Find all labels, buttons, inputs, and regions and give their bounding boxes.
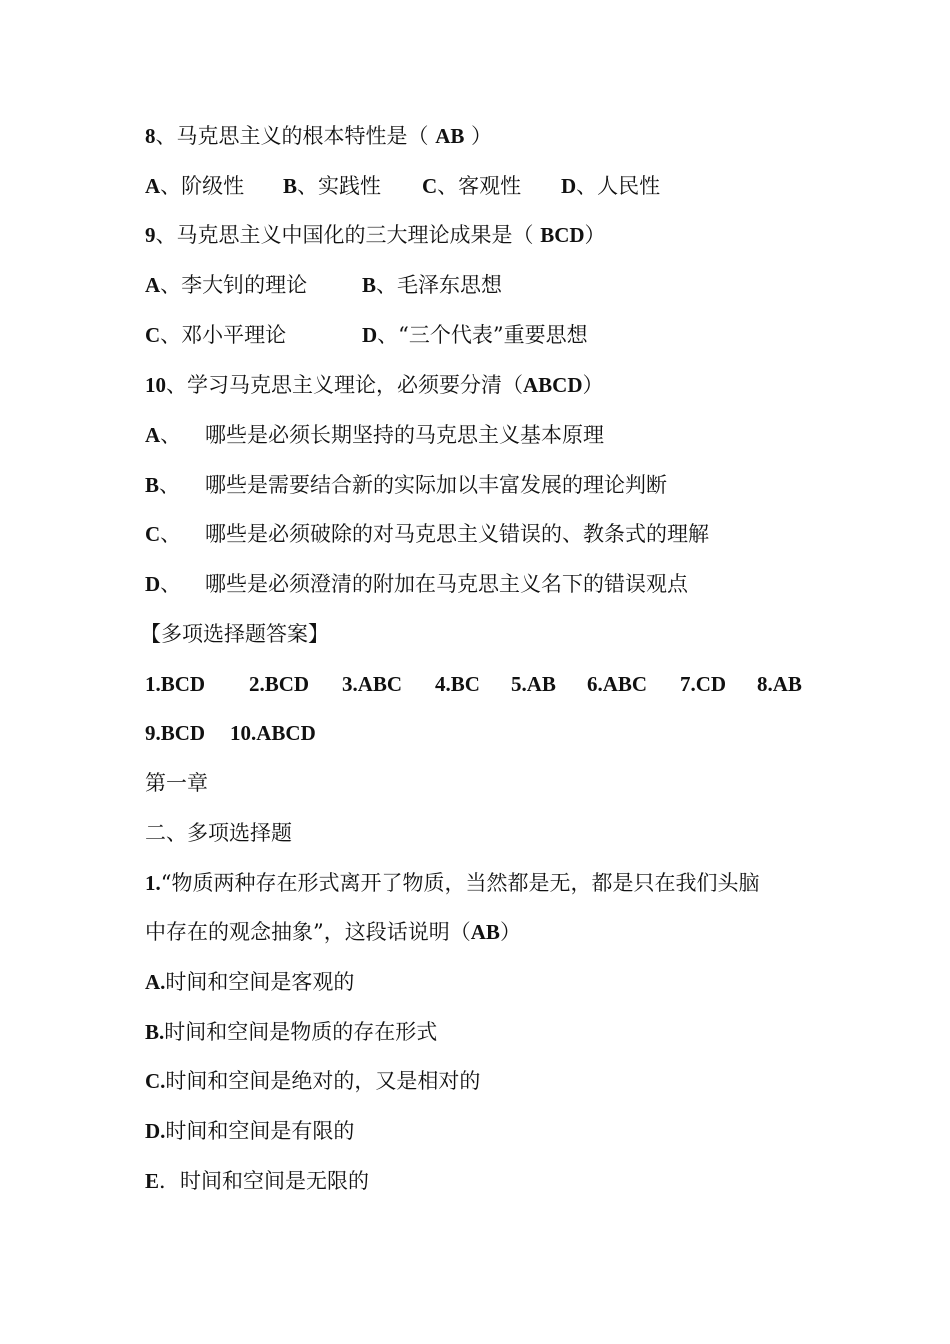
question-1-option-c (145, 1064, 480, 1098)
option-text: 哪些是需要结合新的实际加以丰富发展的理论判断 (205, 473, 667, 497)
option-letter: C (422, 174, 438, 198)
option-text: 、实践性 (297, 174, 382, 198)
option-a (145, 169, 244, 203)
chapter-title: 第一章 (145, 771, 208, 795)
question-9-options-row1 (145, 268, 845, 302)
question-close: ） (582, 373, 604, 397)
question-10-option-c (145, 517, 845, 551)
option-text: 、李大钊的理论 (160, 273, 308, 297)
option-text: 、“三个代表”重要思想 (377, 323, 588, 347)
option-sep: 、 (159, 473, 181, 497)
question-number: 8 (145, 124, 156, 148)
option-letter: A (145, 273, 161, 297)
answers-row-1 (145, 667, 845, 701)
option-letter: A (145, 423, 161, 447)
question-8 (145, 119, 492, 153)
option-c (145, 318, 286, 352)
option-sep: 、 (160, 423, 182, 447)
option-letter: B (283, 174, 298, 198)
question-close: ） (464, 124, 493, 148)
question-1-option-d (145, 1114, 354, 1148)
option-text: 、邓小平理论 (160, 323, 287, 347)
question-answer: BCD (540, 223, 585, 247)
answer-item: 2.BCD (249, 672, 310, 696)
answer-item: 8.AB (757, 672, 802, 696)
question-text: 、马克思主义中国化的三大理论成果是（ (155, 223, 541, 247)
option-d (561, 169, 660, 203)
option-letter: A. (145, 970, 166, 994)
option-sep: 、 (160, 522, 182, 546)
option-text: 哪些是必须澄清的附加在马克思主义名下的错误观点 (205, 572, 688, 596)
question-close: ） (584, 223, 606, 247)
question-close: ） (499, 920, 521, 944)
question-10-option-b (145, 468, 845, 502)
option-b (283, 169, 381, 203)
option-letter: C (145, 522, 161, 546)
question-text: “物质两种存在形式离开了物质，当然都是无，都是只在我们头脑 (160, 871, 760, 895)
option-text: 哪些是必须长期坚持的马克思主义基本原理 (205, 423, 604, 447)
option-letter: B (362, 273, 377, 297)
option-text: 、人民性 (576, 174, 661, 198)
answer-item: 10.ABCD (230, 721, 316, 745)
question-answer: ABCD (523, 373, 583, 397)
question-1-option-b (145, 1015, 437, 1049)
option-a (145, 268, 307, 302)
question-1-option-e (145, 1164, 369, 1198)
question-9 (145, 218, 606, 252)
question-text: 、学习马克思主义理论，必须要分清（ (166, 373, 523, 397)
option-text: 、阶级性 (160, 174, 245, 198)
option-sep: 、 (160, 572, 182, 596)
question-9-options-row2 (145, 318, 845, 352)
question-answer: AB (470, 920, 500, 944)
option-text: 时间和空间是客观的 (165, 970, 355, 994)
question-number: 10 (145, 373, 166, 397)
option-letter: B (145, 473, 160, 497)
answer-item: 6.ABC (587, 672, 648, 696)
question-1-option-a (145, 965, 354, 999)
option-text: 时间和空间是物质的存在形式 (164, 1020, 438, 1044)
question-1-line-2 (145, 915, 521, 949)
option-d (362, 318, 588, 352)
option-letter: D (145, 572, 161, 596)
option-text: 、客观性 (437, 174, 522, 198)
section-title: 二、多项选择题 (145, 821, 292, 845)
option-letter: C (145, 323, 161, 347)
option-letter: D (561, 174, 577, 198)
option-letter: C. (145, 1069, 166, 1093)
option-b (362, 268, 502, 302)
question-8-options (145, 169, 845, 203)
question-10 (145, 368, 604, 402)
answers-heading: 【多项选择题答案】 (140, 622, 329, 646)
question-10-option-a (145, 418, 845, 452)
answer-item: 1.BCD (145, 672, 206, 696)
question-text: 中存在的观念抽象”，这段话说明（ (145, 920, 471, 944)
question-10-option-d (145, 567, 845, 601)
question-answer: AB (435, 124, 465, 148)
option-c (422, 169, 521, 203)
answer-item: 5.AB (511, 672, 556, 696)
option-letter: D. (145, 1119, 166, 1143)
question-number: 9 (145, 223, 156, 247)
option-text: 时间和空间是有限的 (165, 1119, 355, 1143)
option-text: 、毛泽东思想 (376, 273, 503, 297)
answer-item: 4.BC (435, 672, 480, 696)
option-text: 时间和空间是绝对的，又是相对的 (165, 1069, 481, 1093)
option-letter: B. (145, 1020, 165, 1044)
question-1-line-1 (145, 866, 759, 900)
option-text: 哪些是必须破除的对马克思主义错误的、教条式的理解 (205, 522, 709, 546)
option-letter: E (145, 1169, 160, 1193)
answer-item: 9.BCD (145, 721, 206, 745)
option-text: ．时间和空间是无限的 (159, 1169, 370, 1193)
option-letter: D (362, 323, 378, 347)
answers-row-2 (145, 716, 845, 750)
question-text: 、马克思主义的根本特性是（ (155, 124, 436, 148)
answer-item: 3.ABC (342, 672, 403, 696)
question-number: 1. (145, 871, 161, 895)
answer-item: 7.CD (680, 672, 727, 696)
option-letter: A (145, 174, 161, 198)
